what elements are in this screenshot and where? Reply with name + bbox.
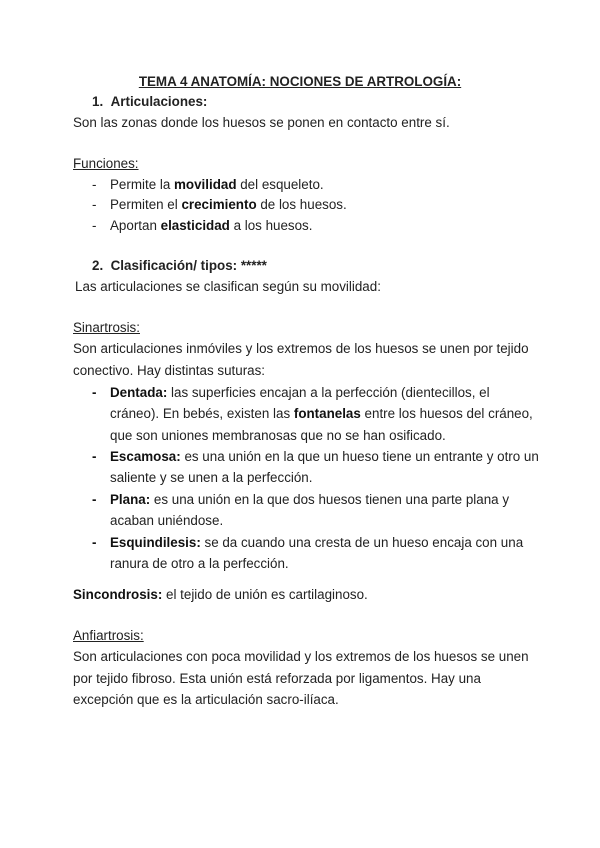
anfiartrosis-heading: Anfiartrosis: (73, 628, 144, 643)
text: del esqueleto. (236, 177, 324, 192)
text: las superficies encajan a la perfección (dientecillos, el (167, 385, 490, 400)
dash: - (92, 197, 97, 212)
list-item-line: saliente y se unen a la perfección. (110, 470, 313, 485)
text: Permiten el (110, 197, 182, 212)
text: el tejido de unión es cartilaginoso. (162, 587, 368, 602)
item-text (110, 385, 490, 401)
paragraph-line: conectivo. Hay distintas suturas: (73, 363, 266, 378)
list-item-line: acaban uniéndose. (110, 513, 224, 528)
item-text (110, 177, 324, 193)
text: se da cuando una cresta de un hueso encaja con una (200, 535, 524, 550)
list-item-line: que son uniones membranosas que no se han osificado. (110, 428, 446, 443)
dash: - (92, 177, 97, 192)
text: cráneo). En bebés, existen las (110, 406, 294, 421)
item-text (110, 197, 347, 213)
text: a los huesos. (229, 218, 313, 233)
item-text (110, 535, 523, 551)
list-item (92, 218, 313, 234)
paragraph-line: Son articulaciones con poca movilidad y los extremos de los huesos se unen (73, 649, 529, 664)
list-item-line: ranura de otro a la perfección. (110, 556, 289, 571)
bold-text: fontanelas (293, 406, 361, 421)
item-text (110, 449, 539, 465)
list-item (92, 177, 324, 193)
text: de los huesos. (256, 197, 347, 212)
dash: - (92, 385, 97, 400)
dash: - (92, 449, 97, 464)
dash: - (92, 535, 97, 550)
list-item-dentada (92, 385, 490, 401)
section-1-heading (92, 94, 207, 110)
list-item-esquindilesis (92, 535, 524, 551)
document-title: TEMA 4 ANATOMÍA: NOCIONES DE ARTROLOGÍA: (138, 74, 462, 89)
bold-text: Sincondrosis: (73, 587, 163, 602)
bold-text: crecimiento (181, 197, 257, 212)
text: es una unión en la que un hueso tiene un entrante y otro un (180, 449, 539, 464)
dash: - (92, 492, 97, 507)
bold-text: elasticidad (160, 218, 230, 233)
bold-text: movilidad (174, 177, 237, 192)
section-2-heading (92, 258, 267, 274)
list-item-escamosa (92, 449, 539, 465)
section-number: 2. (92, 258, 104, 273)
funciones-heading: Funciones: (73, 156, 139, 171)
list-item (92, 197, 347, 213)
sincondrosis-paragraph (73, 587, 368, 603)
paragraph: Son las zonas donde los huesos se ponen en contacto entre sí. (73, 115, 450, 130)
bold-text: Dentada: (110, 385, 168, 400)
text: es una unión en la que dos huesos tienen una parte plana y (150, 492, 510, 507)
list-item-line (110, 406, 533, 422)
section-title: Articulaciones: (110, 94, 208, 109)
text: Permite la (110, 177, 174, 192)
paragraph-line: Son articulaciones inmóviles y los extremos de los huesos se unen por tejido (73, 341, 529, 356)
sinartrosis-heading: Sinartrosis: (73, 320, 140, 335)
paragraph-line: excepción que es la articulación sacro-ilíaca. (73, 692, 339, 707)
section-number: 1. (92, 94, 104, 109)
paragraph-line: por tejido fibroso. Esta unión está reforzada por ligamentos. Hay una (73, 671, 481, 686)
bold-text: Plana: (110, 492, 151, 507)
bold-text: Escamosa: (110, 449, 181, 464)
list-item-plana (92, 492, 510, 508)
dash: - (92, 218, 97, 233)
bold-text: Esquindilesis: (110, 535, 201, 550)
section-title: Clasificación/ tipos: ***** (110, 258, 267, 273)
text: Aportan (110, 218, 161, 233)
item-text (110, 492, 509, 508)
text: entre los huesos del cráneo, (360, 406, 533, 421)
paragraph: Las articulaciones se clasifican según su movilidad: (75, 279, 381, 294)
item-text (110, 218, 312, 234)
